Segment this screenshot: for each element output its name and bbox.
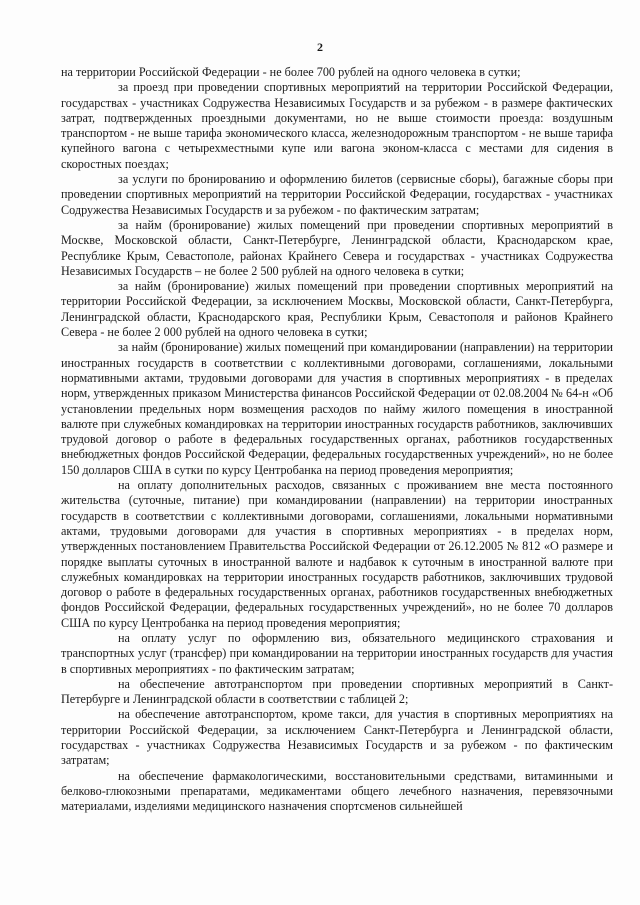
- paragraph: на обеспечение автотранспортом при проведении спортивных мероприятий в Санкт-Петербурге и Ленинградской области в соответствии с таблицей 2;: [61, 676, 613, 707]
- paragraph: на оплату дополнительных расходов, связанных с проживанием вне места постоянного жительства (суточные, питание) при командировании (направлении) на территории иностранных государств в соответствии с коллективными договорами, соглашениями, локальными нормативными актами, трудовыми договорами для участия в спортивных мероприятиях - в пределах норм, утвержденных постановлением Правительства Российской Федерации от 26.12.2005 № 812 «О размере и порядке выплаты суточных в иностранной валюте и надбавок к суточным в иностранной валюте при служебных командировках на территории иностранных государств работников, заключивших трудовой договор о работе в федеральных государственных органах, работников государственных внебюджетных фондов Российской Федерации, федеральных государственных учреждений», но не более 70 долларов США по курсу Центробанка на период проведения мероприятия;: [61, 478, 613, 630]
- paragraph: на обеспечение фармакологическими, восстановительными средствами, витаминными и белково-глюкозными препаратами, медикаментами общего лечебного назначения, перевязочными материалами, изделиями медицинского назначения спортсменов сильнейшей: [61, 768, 613, 814]
- paragraph: за проезд при проведении спортивных мероприятий на территории Российской Федерации, государствах - участниках Содружества Независимых Государств и за рубежом - в размере фактических затрат, подтвержденных проездными документами, но не выше стоимости проезда: воздушным транспортом - не выше тарифа экономического класса, железнодорожным транспортом - не выше тарифа купейного вагона с четырехместными купе или вагона эконом-класса с местами для сидения в скоростных поездах;: [61, 80, 613, 171]
- paragraph: за найм (бронирование) жилых помещений при проведении спортивных мероприятий в Москве, Московской области, Санкт-Петербурге, Ленинградской области, Краснодарском крае, Республике Крым, Севастополе, районах Крайнего Севера и государствах - участниках Содружества Независимых Государств – не более 2 500 рублей на одного человека в сутки;: [61, 217, 613, 278]
- paragraph: на территории Российской Федерации - не более 700 рублей на одного человека в сутки;: [61, 65, 521, 79]
- page-number: 2: [317, 40, 323, 54]
- paragraph: за услуги по бронированию и оформлению билетов (сервисные сборы), багажные сборы при проведении спортивных мероприятий на территории Российской Федерации, государствах - участниках Содружества Независимых Государств и за рубежом - по фактическим затратам;: [61, 172, 613, 217]
- paragraph: на оплату услуг по оформлению виз, обязательного медицинского страхования и транспортных услуг (трансфер) при командировании на территории иностранных государств для участия в спортивных мероприятиях - по фактическим затратам;: [61, 630, 613, 676]
- document-body: [61, 65, 613, 815]
- paragraph: на обеспечение автотранспортом, кроме такси, для участия в спортивных мероприятиях на территории Российской Федерации, за исключением Санкт-Петербурга и Ленинградской области, государствах - участниках Содружества Независимых Государств и за рубежом - по фактическим затратам;: [61, 707, 613, 768]
- paragraph: за найм (бронирование) жилых помещений при командировании (направлении) на территории иностранных государств в соответствии с коллективными договорами, соглашениями, локальными нормативными актами, трудовыми договорами для участия в спортивных мероприятиях - в пределах норм, утвержденных приказом Министерства финансов Российской Федерации от 02.08.2004 № 64-н «Об установлении предельных норм возмещения расходов по найму жилого помещения в иностранной валюте при служебных командировках на территории иностранных государств работников, заключивших трудовой договор о работе в федеральных государственных органах, работников государственных внебюджетных фондов Российской Федерации, федеральных государственных учреждений», но не более 150 долларов США в сутки по курсу Центробанка на период проведения мероприятия;: [61, 340, 613, 477]
- paragraph: за найм (бронирование) жилых помещений при проведении спортивных мероприятий на территории Российской Федерации, за исключением Москвы, Московской области, Санкт-Петербурга, Ленинградской области, Краснодарского края, Республики Крым, Севастополя и районов Крайнего Севера - не более 2 000 рублей на одного человека в сутки;: [61, 279, 613, 340]
